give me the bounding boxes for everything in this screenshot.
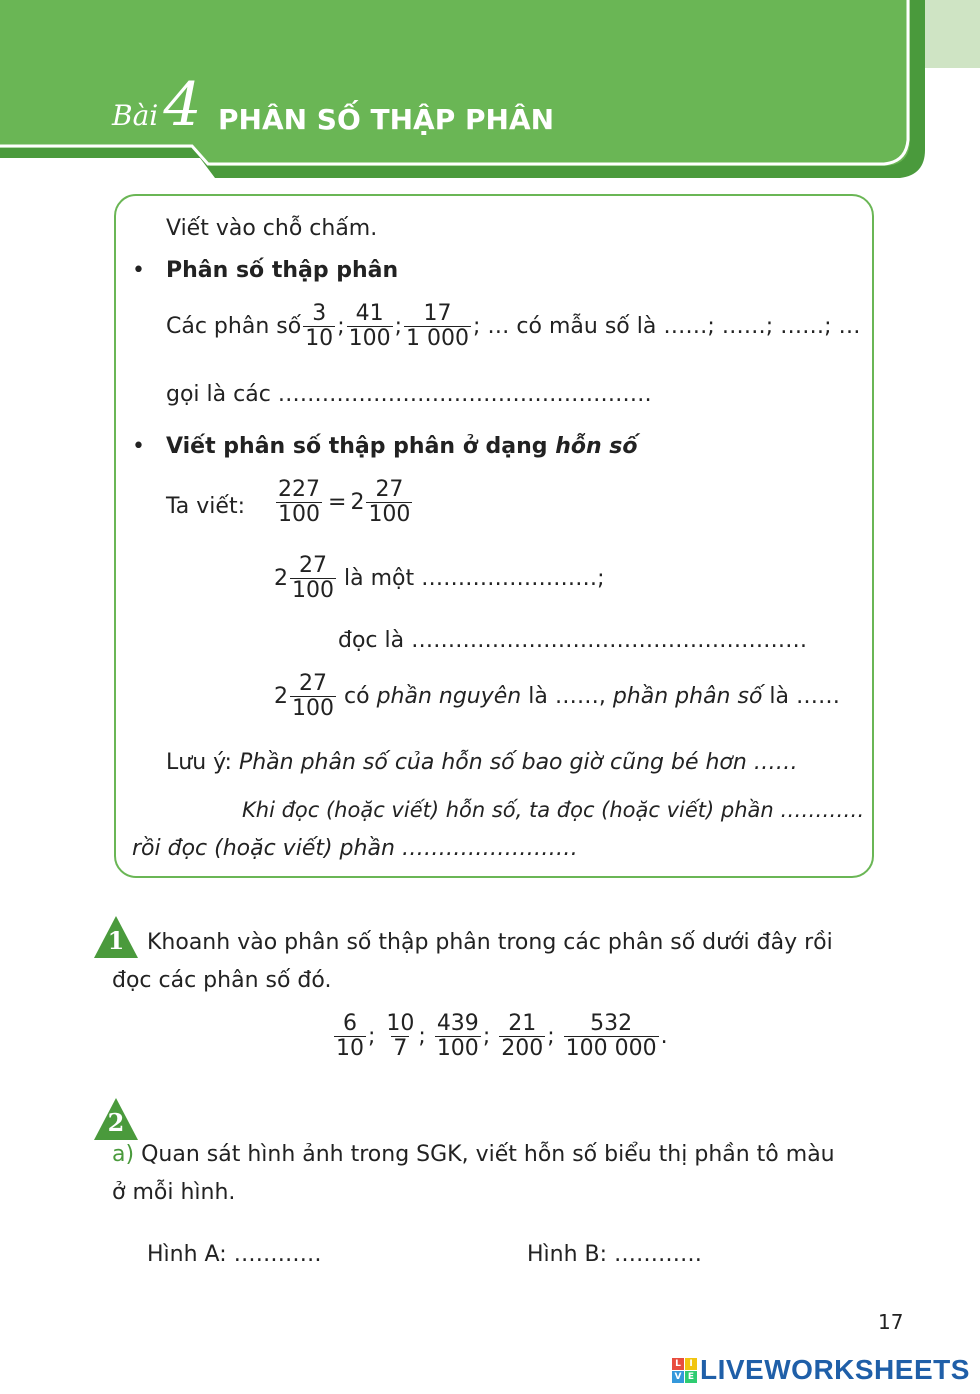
note-line2: Khi đọc (hoặc viết) hỗn số, ta đọc (hoặc viết) phần …………	[242, 798, 865, 822]
bullet-1: •	[132, 258, 145, 283]
ex1-fraction-4[interactable]: $\frac{21}{200}$	[501, 1011, 544, 1062]
line1-prefix: Các phân số	[166, 314, 302, 340]
exercise-2-badge: 2	[94, 1098, 138, 1140]
ex1-fraction-1[interactable]: $\frac{6}{10}$	[336, 1011, 364, 1062]
hinh-b-answer[interactable]: Hình B: …………	[527, 1242, 703, 1267]
doc-la-line: đọc là ………………………………………………	[338, 628, 808, 653]
section2-title: Viết phân số thập phân ở dạng hỗn số	[166, 434, 638, 459]
page-title: PHÂN SỐ THẬP PHÂN	[218, 103, 555, 136]
exercise2-text-line1: a) Quan sát hình ảnh trong SGK, viết hỗn số biểu thị phần tô màu	[112, 1142, 835, 1167]
exercise1-fractions: $\frac{6}{10}$ ; $\frac{10}{7}$ ; $\frac{439}{100}$ ; $\frac{21}{200}$ ; $\frac{532}{100 000}$ .	[336, 1011, 668, 1062]
mixed-line3: 2 $\frac{27}{100}$ có phần nguyên là ……, phần phân số là ……	[274, 671, 841, 722]
brand-text[interactable]: LIVEWORKSHEETS	[700, 1354, 970, 1385]
liveworksheets-logo	[672, 1354, 970, 1386]
lesson-number: 4	[163, 70, 202, 140]
hinh-a-answer[interactable]: Hình A: …………	[147, 1242, 322, 1267]
ta-viet-label: Ta viết:	[166, 494, 245, 519]
note-line1: Lưu ý: Phần phân số của hỗn số bao giờ cũng bé hơn ……	[166, 750, 798, 775]
theory-intro: Viết vào chỗ chấm.	[166, 216, 378, 241]
lesson-word: Bài	[112, 99, 159, 132]
ex1-fraction-2[interactable]: $\frac{10}{7}$	[386, 1011, 415, 1062]
theory-box	[114, 194, 874, 878]
mixed-fraction: $\frac{27}{100}$	[368, 477, 411, 528]
lesson-label	[112, 70, 202, 140]
exercise1-text-line2: đọc các phân số đó.	[112, 968, 332, 993]
logo-icon: L I V E	[672, 1358, 697, 1383]
exercise1-text-line1: Khoanh vào phân số thập phân trong các phân số dưới đây rồi	[147, 930, 833, 955]
fraction-3-10: $\frac{3}{10}$	[305, 301, 334, 352]
exercise2-text-line2: ở mỗi hình.	[112, 1180, 236, 1205]
note-line3: rồi đọc (hoặc viết) phần ……………………	[132, 836, 578, 861]
fraction-17-1000: $\frac{17}{1 000}$	[406, 301, 470, 352]
mixed-line1: 2 $\frac{27}{100}$ là một ……………………;	[274, 553, 605, 604]
fraction-227-100: $\frac{227}{100}$	[278, 477, 320, 528]
ex1-fraction-5[interactable]: $\frac{532}{100 000}$	[565, 1011, 657, 1062]
bullet-2: •	[132, 434, 145, 459]
line1-suffix: … có mẫu số là ……; ……; ……; …	[487, 314, 861, 340]
theory-line1: Các phân số $\frac{3}{10}$ ; $\frac{41}{100}$ ; $\frac{17}{1 000}$ ; … có mẫu số là ……; ……; ……; …	[166, 301, 861, 352]
exercise-1-badge: 1	[94, 916, 138, 958]
conversion-equation: $\frac{227}{100}$ = 2 $\frac{27}{100}$	[278, 477, 411, 528]
section1-title: Phân số thập phân	[166, 258, 399, 283]
ex1-fraction-3[interactable]: $\frac{439}{100}$	[436, 1011, 479, 1062]
theory-line2: gọi là các ……………………………………………	[166, 382, 652, 407]
fraction-41-100: $\frac{41}{100}$	[348, 301, 391, 352]
page-number: 17	[878, 1310, 904, 1334]
